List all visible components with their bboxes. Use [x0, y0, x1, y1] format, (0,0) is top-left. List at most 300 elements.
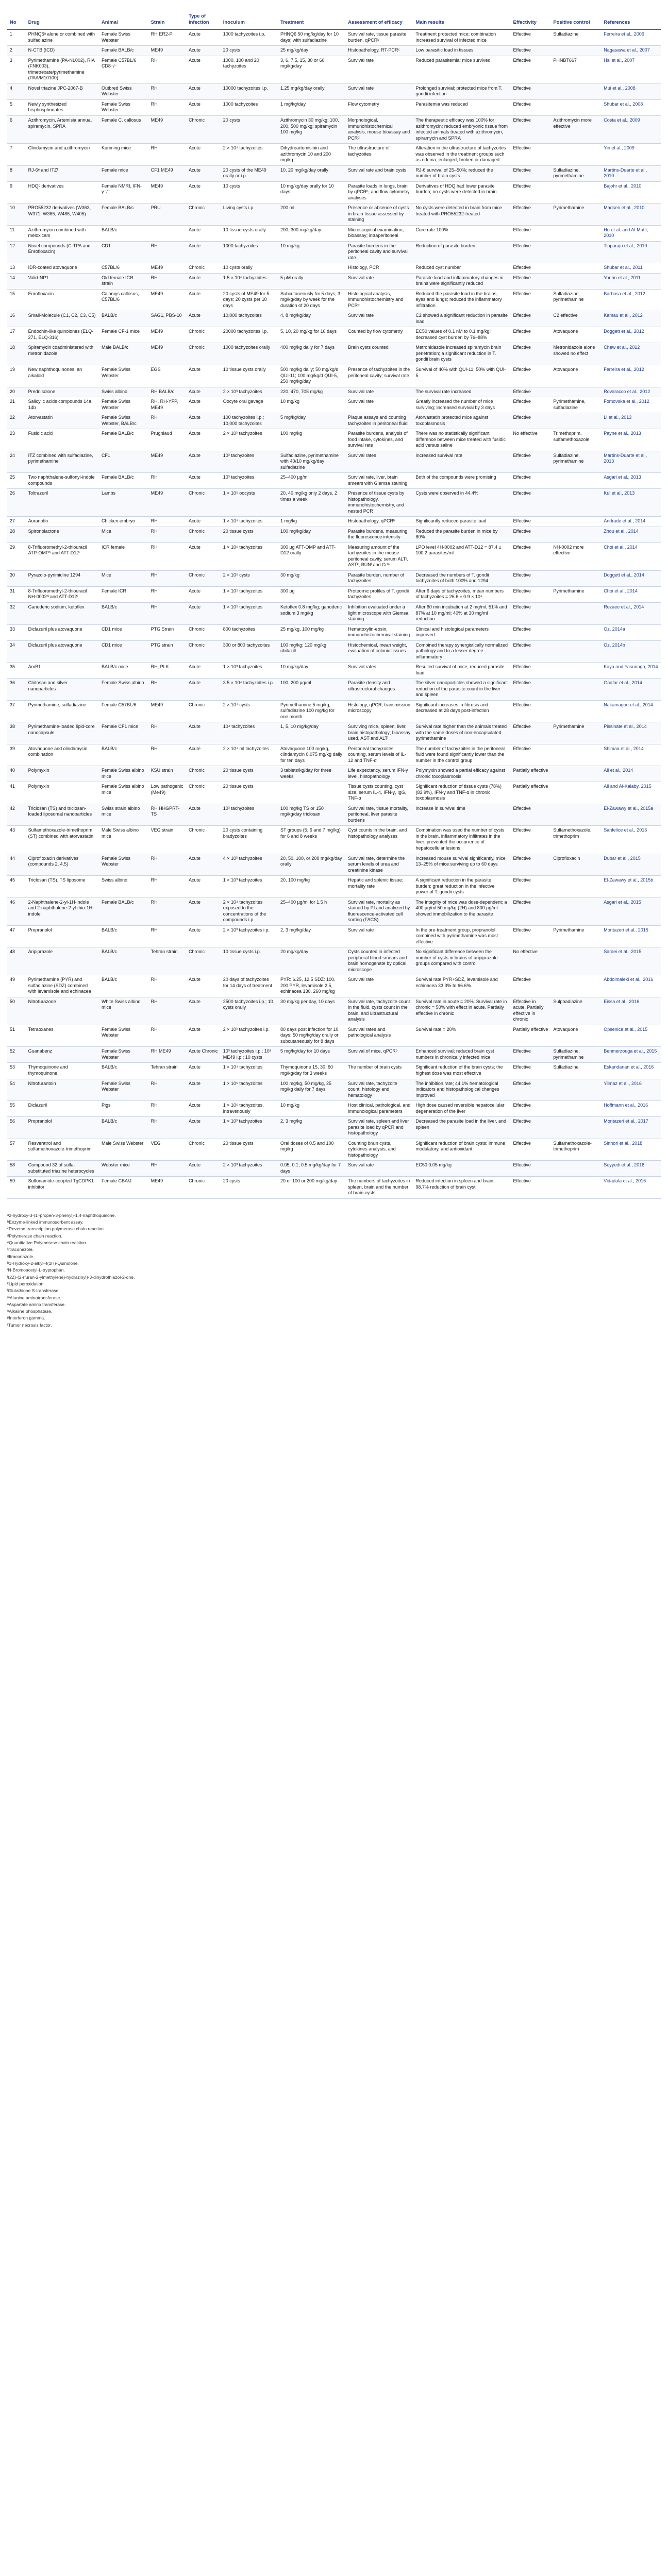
- cell-type-of-infection: Chronic: [186, 1177, 221, 1199]
- cell-main-results: Parasite load and inflammatory changes in brains were significantly reduced: [413, 273, 510, 289]
- cell-drug: Azithromycin, Artemisia annua, spiramycin, SPRA: [26, 115, 99, 143]
- cell-effectivity: Effective: [510, 679, 550, 701]
- cell-type-of-infection: Acute: [186, 602, 221, 624]
- cell-animal: Mice: [99, 527, 148, 543]
- cell-inoculum: 2 × 10³ tachyzoites i.p.: [221, 1025, 278, 1047]
- cell-strain: RH, RH-YFP, ME49: [148, 397, 186, 413]
- cell-drug: Diclazuril plus atovaquone: [26, 624, 99, 640]
- table-row: [7, 225, 661, 241]
- cell-no: 48: [7, 947, 26, 975]
- cell-inoculum: 10 cysts orally: [221, 263, 278, 274]
- cell-no: 28: [7, 527, 26, 543]
- table-row: [7, 624, 661, 640]
- cell-strain: ME49: [148, 289, 186, 311]
- cell-inoculum: 1 × 10⁵ tachyzoites: [221, 586, 278, 602]
- cell-no: 31: [7, 586, 26, 602]
- cell-strain: RH: [148, 897, 186, 925]
- footnote: ʲ(2Z)-(2-(furan-2-ylmethylene)-hydrazinyl)-3-dihydrothiazol-2-one.: [7, 1274, 135, 1280]
- cell-inoculum: 1 × 10⁵ oocysts: [221, 489, 278, 517]
- cell-effectivity: Effective: [510, 289, 550, 311]
- cell-animal: CD1 mice: [99, 624, 148, 640]
- header-positive-control: Positive control: [550, 10, 601, 30]
- cell-positive-control: [550, 387, 601, 397]
- table-row: [7, 327, 661, 343]
- cell-drug: Pyrimethamine, sulfadiazine: [26, 700, 99, 722]
- cell-type-of-infection: Chronic: [186, 640, 221, 663]
- table-row: [7, 1063, 661, 1079]
- cell-animal: CD1: [99, 241, 148, 263]
- cell-inoculum: 10 tissue cysts orally: [221, 365, 278, 387]
- cell-treatment: 5, 10, 20 mg/kg for 16 days: [278, 327, 345, 343]
- cell-drug: New naphthoquinones, an alkaloid: [26, 365, 99, 387]
- cell-effectivity: Effective: [510, 570, 550, 586]
- cell-effectivity: Effective: [510, 365, 550, 387]
- table-row: [7, 1079, 661, 1101]
- cell-treatment: 10 mg/kg: [278, 241, 345, 263]
- cell-assessment: Histological analysis, immunohistochemistry and PCRᵈ: [345, 289, 413, 311]
- cell-assessment: Histochemical, mean weight, evaluation of colonic tissues: [345, 640, 413, 663]
- cell-effectivity: Effective: [510, 663, 550, 679]
- cell-no: 51: [7, 1025, 26, 1047]
- cell-strain: RH BALB/c: [148, 387, 186, 397]
- cell-animal: Male Swiss albino mice: [99, 826, 148, 854]
- cell-treatment: 80 days post infection for 10 days; 50 mg/kg/day orally or subcutaneously for 8 days: [278, 1025, 345, 1047]
- cell-no: 54: [7, 1079, 26, 1101]
- cell-strain: Tehran strain: [148, 947, 186, 975]
- cell-animal: Female Swiss albino: [99, 679, 148, 701]
- cell-positive-control: Sulfamethoxazole-trimethoprim: [550, 1139, 601, 1161]
- cell-no: 58: [7, 1161, 26, 1177]
- cell-drug: Propranolol: [26, 925, 99, 947]
- cell-treatment: Dihydroartemisinin and azithromycin 10 and 200 mg/kg: [278, 144, 345, 166]
- cell-main-results: Decreased the numbers of T. gondii tachyzoites of both 100% and 1294: [413, 570, 510, 586]
- cell-treatment: 10 mg/kg/day: [278, 663, 345, 679]
- cell-reference: Eskandarian et al., 2016: [601, 1063, 661, 1079]
- cell-type-of-infection: Chronic: [186, 527, 221, 543]
- cell-inoculum: Living cysts i.p.: [221, 204, 278, 226]
- footnote: ᵈPolymerase chain reaction.: [7, 1233, 62, 1239]
- cell-main-results: Significant reduction of the brain cysts; the highest dose was most effective: [413, 1063, 510, 1079]
- cell-main-results: Enhanced survival; reduced brain cyst numbers in chronically infected mice: [413, 1047, 510, 1063]
- cell-inoculum: 1000 tachyzoites: [221, 241, 278, 263]
- cell-inoculum: 20 cysts: [221, 1177, 278, 1199]
- cell-animal: Female NMRI, IFN-γ⁻/⁻: [99, 181, 148, 204]
- cell-assessment: Survival rate, tissue mortality, peritoneal, liver parasite burdens: [345, 804, 413, 826]
- cell-animal: BALB/c mice: [99, 663, 148, 679]
- cell-type-of-infection: Acute: [186, 517, 221, 527]
- cell-assessment: Surviving mice, spleen, liver, brain histopathology; bioassay used, AST and ALTʲ: [345, 722, 413, 744]
- cell-strain: RH: [148, 722, 186, 744]
- cell-strain: RH: [148, 602, 186, 624]
- cell-effectivity: Effective: [510, 1161, 550, 1177]
- cell-positive-control: [550, 782, 601, 804]
- cell-animal: Female Swiss Webster: [99, 30, 148, 46]
- cell-assessment: Host clinical, pathological, and immunological parameters: [345, 1101, 413, 1117]
- cell-strain: RH: [148, 570, 186, 586]
- table-row: [7, 700, 661, 722]
- cell-positive-control: [550, 99, 601, 115]
- table-row: [7, 543, 661, 570]
- cell-positive-control: [550, 700, 601, 722]
- cell-inoculum: 20 cysts: [221, 115, 278, 143]
- table-row: [7, 115, 661, 143]
- cell-effectivity: Effective: [510, 241, 550, 263]
- cell-reference: Madsen et al., 2010: [601, 204, 661, 226]
- cell-treatment: 3 tablets/kg/day for three weeks: [278, 766, 345, 782]
- cell-effectivity: Effective: [510, 876, 550, 898]
- cell-type-of-infection: Acute: [186, 997, 221, 1025]
- cell-strain: PRU: [148, 204, 186, 226]
- cell-animal: Female Swiss albino mice: [99, 766, 148, 782]
- cell-positive-control: [550, 804, 601, 826]
- cell-inoculum: 10³ tachyzoites: [221, 451, 278, 473]
- cell-effectivity: No effective: [510, 947, 550, 975]
- cell-treatment: 25–400 µg/ml for 1.5 h: [278, 897, 345, 925]
- cell-no: 20: [7, 387, 26, 397]
- table-row: [7, 804, 661, 826]
- cell-main-results: Reduced infection in spleen and brain; 98.7% reduction of brain cyst: [413, 1177, 510, 1199]
- cell-drug: Auranofin: [26, 517, 99, 527]
- footnote: ˡGlutathione S-transferase.: [7, 1288, 60, 1294]
- table-row: [7, 766, 661, 782]
- cell-type-of-infection: Chronic: [186, 700, 221, 722]
- cell-assessment: Survival rates: [345, 451, 413, 473]
- cell-inoculum: 1000 tachyzoites orally: [221, 343, 278, 365]
- table-row: [7, 56, 661, 83]
- cell-animal: Outbred Swiss Webster: [99, 83, 148, 99]
- cell-inoculum: 2 × 10⁴ tachyzoites exposed to the concentrations of the compounds i.p.: [221, 897, 278, 925]
- cell-positive-control: [550, 273, 601, 289]
- cell-positive-control: Trimethoprim, sulfamethoxazole: [550, 429, 601, 451]
- cell-animal: Calomys callosus, C57BL/6: [99, 289, 148, 311]
- cell-main-results: Significant reduction of brain cysts; immune modulatory, and antioxidant: [413, 1139, 510, 1161]
- cell-type-of-infection: Chronic: [186, 204, 221, 226]
- cell-drug: Nitrofurantoin: [26, 1079, 99, 1101]
- cell-type-of-infection: Chronic: [186, 782, 221, 804]
- header-references: References: [601, 10, 661, 30]
- cell-strain: SAG1, PBS-10: [148, 311, 186, 327]
- cell-effectivity: Effective: [510, 273, 550, 289]
- cell-assessment: Histology, qPCR, transmission microscopy: [345, 700, 413, 722]
- cell-no: 44: [7, 854, 26, 876]
- cell-strain: RH: [148, 99, 186, 115]
- cell-strain: RH: [148, 975, 186, 997]
- cell-type-of-infection: Acute: [186, 804, 221, 826]
- cell-strain: RH ER2-P: [148, 30, 186, 46]
- cell-type-of-infection: Chronic: [186, 343, 221, 365]
- cell-drug: Polymyxin: [26, 766, 99, 782]
- cell-positive-control: [550, 181, 601, 204]
- cell-strain: RH: [148, 83, 186, 99]
- cell-main-results: No significant difference between the number of cysts in brains of aripiprazole groups compared with control: [413, 947, 510, 975]
- cell-inoculum: 100 tachyzoites i.p.; 10,000 tachyzoites: [221, 413, 278, 429]
- cell-strain: [148, 225, 186, 241]
- cell-animal: Chicken embryo: [99, 517, 148, 527]
- cell-no: 30: [7, 570, 26, 586]
- cell-main-results: There was no statistically significant difference between mice treated with fusidic acid versus saline: [413, 429, 510, 451]
- cell-treatment: Oral doses of 0.5 and 100 mg/kg: [278, 1139, 345, 1161]
- cell-positive-control: [550, 1079, 601, 1101]
- cell-type-of-infection: Chronic: [186, 570, 221, 586]
- table-row: [7, 273, 661, 289]
- cell-no: 14: [7, 273, 26, 289]
- cell-type-of-infection: Acute: [186, 451, 221, 473]
- cell-effectivity: Effective: [510, 1079, 550, 1101]
- cell-reference: Hu et al. and Al-Mufti, 2010: [601, 225, 661, 241]
- cell-strain: RH: [148, 1079, 186, 1101]
- cell-main-results: Survival rate PYR+SDZ, levamisole and echinacea 33.3% to 66.6%: [413, 975, 510, 997]
- cell-no: 1: [7, 30, 26, 46]
- cell-type-of-infection: Chronic: [186, 327, 221, 343]
- cell-animal: Female BALB/c: [99, 204, 148, 226]
- cell-no: 8: [7, 165, 26, 181]
- cell-reference: Oz, 2014b: [601, 640, 661, 663]
- cell-animal: Female BALB/c: [99, 897, 148, 925]
- cell-type-of-infection: Acute: [186, 225, 221, 241]
- cell-positive-control: [550, 570, 601, 586]
- cell-treatment: 1 mg/kg/day: [278, 99, 345, 115]
- cell-treatment: 100 mg/kg: [278, 429, 345, 451]
- cell-type-of-infection: Acute: [186, 876, 221, 898]
- cell-reference: Chew et al., 2012: [601, 343, 661, 365]
- cell-strain: RH: [148, 997, 186, 1025]
- cell-main-results: Survival rate in acute = 20%. Survival rate in chronic = 50% with effect in acute. Partially effective in chronic: [413, 997, 510, 1025]
- cell-positive-control: [550, 241, 601, 263]
- cell-treatment: 5 mg/kg/day: [278, 413, 345, 429]
- cell-type-of-infection: Acute: [186, 663, 221, 679]
- cell-strain: RH: [148, 744, 186, 766]
- cell-strain: RH, PLK: [148, 663, 186, 679]
- cell-effectivity: Effective: [510, 543, 550, 570]
- cell-no: 53: [7, 1063, 26, 1079]
- cell-assessment: Survival rate: [345, 83, 413, 99]
- cell-assessment: Counting brain cysts, cytokines analysis, and histopathology: [345, 1139, 413, 1161]
- cell-strain: PTG strain: [148, 640, 186, 663]
- cell-drug: 2-Naphthalene-2-yl-1H-indole and 2-naphthalene-2-yl-thio-1H-indole: [26, 897, 99, 925]
- cell-inoculum: 10 cysts: [221, 181, 278, 204]
- cell-strain: RH: [148, 1161, 186, 1177]
- cell-treatment: 200, 300 mg/kg/day: [278, 225, 345, 241]
- cell-assessment: Microscopical examination; bioassay; intraperitoneal: [345, 225, 413, 241]
- cell-drug: Two naphthalene-sulfonyl-indole compounds: [26, 473, 99, 489]
- cell-drug: Enrofloxacin: [26, 289, 99, 311]
- cell-effectivity: Effective: [510, 854, 550, 876]
- table-row: [7, 30, 661, 46]
- cell-effectivity: Effective: [510, 115, 550, 143]
- table-row: [7, 165, 661, 181]
- cell-no: 36: [7, 679, 26, 701]
- cell-inoculum: 2 × 10⁴ tachyzoites: [221, 144, 278, 166]
- cell-animal: CD1 mice: [99, 640, 148, 663]
- cell-strain: ME49: [148, 46, 186, 56]
- cell-drug: PHNQ6ᵃ alone or combined with sulfadiazine: [26, 30, 99, 46]
- cell-effectivity: Effective: [510, 311, 550, 327]
- cell-no: 18: [7, 343, 26, 365]
- cell-drug: 8-Trifluoromethyl-2-thiouracil ATP-OMPʰ and ATT-D12ⁱ: [26, 543, 99, 570]
- cell-main-results: Metronidazole increased spiramycin brain penetration; a significant reduction in T. gondii brain cysts: [413, 343, 510, 365]
- cell-treatment: 3, 6, 7.5, 15, 30 or 60 mg/kg/day: [278, 56, 345, 83]
- cell-treatment: 2, 3 mg/kg/day: [278, 925, 345, 947]
- table-row: [7, 744, 661, 766]
- table-row: [7, 602, 661, 624]
- cell-reference: Choi et al., 2014: [601, 543, 661, 570]
- table-row: [7, 1101, 661, 1117]
- table-row: [7, 181, 661, 204]
- cell-main-results: LPO level 4H-0002 and ATT-D12 = 87.4 ± 100.2 parasites/ml: [413, 543, 510, 570]
- cell-main-results: EC50 0.05 mg/kg: [413, 1161, 510, 1177]
- cell-treatment: Subcutaneously for 5 days; 3 mg/kg/day by week for the duration of 20 days: [278, 289, 345, 311]
- cell-drug: AmB1: [26, 663, 99, 679]
- cell-reference: Kamau et al., 2012: [601, 311, 661, 327]
- cell-treatment: 100 mg/kg TS or 150 mg/kg/day triclosan: [278, 804, 345, 826]
- cell-positive-control: [550, 663, 601, 679]
- cell-reference: Abdolmaleki et al., 2016: [601, 975, 661, 997]
- cell-type-of-infection: Acute Chronic: [186, 1047, 221, 1063]
- cell-reference: Kul et al., 2013: [601, 489, 661, 517]
- cell-assessment: Measuring amount of the tachyzoites in the mouse peritoneal cavity, serum ALTʲ, ASTᵏ, BUNˡ and Crᵐ: [345, 543, 413, 570]
- table-row: [7, 975, 661, 997]
- cell-assessment: Survival rate, tachyzoite count, histology and hematology: [345, 1079, 413, 1101]
- cell-effectivity: Effective: [510, 517, 550, 527]
- cell-main-results: Increased mouse survival significantly, mice 13–25% of mice surviving up to 60 days: [413, 854, 510, 876]
- cell-main-results: Survival rate = 20%: [413, 1025, 510, 1047]
- cell-reference: Hoffmann et al., 2016: [601, 1101, 661, 1117]
- cell-animal: Female Swiss albino mice: [99, 782, 148, 804]
- table-row: [7, 489, 661, 517]
- cell-animal: Female BALB/c: [99, 429, 148, 451]
- cell-drug: Novel compounds (C-TPA and Enrofloxacin): [26, 241, 99, 263]
- cell-assessment: Parasite burdens, measuring the fluorescence intensity: [345, 527, 413, 543]
- cell-strain: RH: [148, 1117, 186, 1139]
- table-footnotes: [7, 1212, 661, 1329]
- cell-animal: BALB/c: [99, 744, 148, 766]
- cell-treatment: 300 µg: [278, 586, 345, 602]
- cell-inoculum: 20 tissue cysts: [221, 527, 278, 543]
- cell-reference: Kaya and Yasunaga, 2014: [601, 663, 661, 679]
- footnote: ᵃ2-hydroxy-3-(1'-propen-3-phenyl)-1,4-naphthoquinone.: [7, 1212, 116, 1218]
- cell-drug: Polymyxin: [26, 782, 99, 804]
- cell-no: 42: [7, 804, 26, 826]
- cell-type-of-infection: Acute: [186, 543, 221, 570]
- cell-main-results: No cysts were detected in brain from mice treated with PRO55232-treated: [413, 204, 510, 226]
- cell-effectivity: Effective: [510, 387, 550, 397]
- cell-reference: Ferreira et al., 2006: [601, 30, 661, 46]
- cell-type-of-infection: Acute: [186, 586, 221, 602]
- cell-strain: RH: [148, 1101, 186, 1117]
- cell-positive-control: [550, 640, 601, 663]
- cell-animal: Female CF1 mice: [99, 722, 148, 744]
- cell-strain: ME49: [148, 1177, 186, 1199]
- cell-reference: Bajohr et al., 2010: [601, 181, 661, 204]
- cell-inoculum: 10 tissue cysts orally: [221, 225, 278, 241]
- cell-assessment: Survival rates: [345, 663, 413, 679]
- cell-effectivity: Effective: [510, 602, 550, 624]
- cell-assessment: Survival rate: [345, 397, 413, 413]
- cell-positive-control: Sulfadiazine: [550, 1063, 601, 1079]
- cell-reference: Andrade et al., 2014: [601, 517, 661, 527]
- cell-treatment: 25–400 µg/ml: [278, 473, 345, 489]
- cell-type-of-infection: Acute: [186, 181, 221, 204]
- cell-no: 22: [7, 413, 26, 429]
- cell-type-of-infection: Chronic: [186, 115, 221, 143]
- cell-assessment: Morphological, immunohistochemical analysis, mouse bioassay and PCRᵈ: [345, 115, 413, 143]
- cell-type-of-infection: Acute: [186, 1063, 221, 1079]
- cell-drug: Valid-NP1: [26, 273, 99, 289]
- cell-drug: Propranolol: [26, 1117, 99, 1139]
- cell-assessment: Presence or absence of cysts in brain tissue assessed by staining: [345, 204, 413, 226]
- cell-reference: Asgari et al., 2015: [601, 897, 661, 925]
- cell-assessment: Proteomic profiles of T. gondii tachyzoites: [345, 586, 413, 602]
- cell-reference: Mui et al., 2008: [601, 83, 661, 99]
- footnote: ᵖInterferon gamma.: [7, 1315, 45, 1321]
- cell-effectivity: Effective: [510, 586, 550, 602]
- cell-assessment: Survival rate: [345, 925, 413, 947]
- cell-inoculum: 10³ tachyzoites: [221, 804, 278, 826]
- cell-positive-control: Ciprofloxacin: [550, 854, 601, 876]
- cell-strain: RH: [148, 876, 186, 898]
- cell-main-results: Decreased the parasite load in the liver, and spleen: [413, 1117, 510, 1139]
- table-row: [7, 46, 661, 56]
- footnote: ᵗTumor necrosis factor.: [7, 1322, 52, 1328]
- cell-assessment: Survival of mice, qPCRᵇ: [345, 1047, 413, 1063]
- cell-effectivity: Effective: [510, 975, 550, 997]
- cell-type-of-infection: Chronic: [186, 624, 221, 640]
- cell-strain: VEG strain: [148, 826, 186, 854]
- cell-strain: RH: [148, 517, 186, 527]
- cell-treatment: 1, 5, 10 mg/kg/day: [278, 722, 345, 744]
- cell-assessment: Survival rates and pathological analysis: [345, 1025, 413, 1047]
- cell-inoculum: 10 tissue cysts i.p.: [221, 947, 278, 975]
- footnote: ⁱN-Bromoacetyl-L-tryptophan.: [7, 1267, 65, 1273]
- cell-drug: Atovaquone and clindamycin combination: [26, 744, 99, 766]
- cell-assessment: The ultrastructure of tachyzoites: [345, 144, 413, 166]
- table-row: [7, 83, 661, 99]
- cell-treatment: 100, 200 µg/ml: [278, 679, 345, 701]
- cell-inoculum: 1000, 100 and 20 tachyzoites: [221, 56, 278, 83]
- cell-reference: El-Zawawy et al., 2015b: [601, 876, 661, 898]
- cell-drug: HDQᵍ derivatives: [26, 181, 99, 204]
- cell-positive-control: Sulfamethoxazole, trimethoprim: [550, 826, 601, 854]
- cell-animal: Female C57BL/6 CD8⁻/⁻: [99, 56, 148, 83]
- cell-animal: White Swiss albino mice: [99, 997, 148, 1025]
- cell-drug: Newly synthesized bisphosphonates: [26, 99, 99, 115]
- cell-strain: ME49: [148, 115, 186, 143]
- cell-type-of-infection: Acute: [186, 311, 221, 327]
- cell-assessment: Life expectancy, serum IFN-γ level, histopathology: [345, 766, 413, 782]
- cell-type-of-infection: Acute: [186, 679, 221, 701]
- cell-type-of-infection: Acute: [186, 99, 221, 115]
- cell-animal: BALB/c: [99, 602, 148, 624]
- cell-effectivity: Effective: [510, 451, 550, 473]
- cell-strain: RH: [148, 413, 186, 429]
- cell-main-results: A significant reduction in the parasite burden; great reduction in the infective power of T. gondii cysts: [413, 876, 510, 898]
- cell-type-of-infection: Chronic: [186, 826, 221, 854]
- cell-treatment: 30 mg/kg per day, 10 days: [278, 997, 345, 1025]
- cell-reference: Yin et al., 2009: [601, 144, 661, 166]
- cell-animal: BALB/c: [99, 225, 148, 241]
- cell-drug: Sulfamethoxazole-trimethoprim (ST) combined with atorvastatin: [26, 826, 99, 854]
- cell-no: 57: [7, 1139, 26, 1161]
- table-row: [7, 1047, 661, 1063]
- header-main-results: Main results: [413, 10, 510, 30]
- header-no: No: [7, 10, 26, 30]
- cell-inoculum: 300 or 800 tachyzoites: [221, 640, 278, 663]
- cell-drug: Clindamycin and azithromycin: [26, 144, 99, 166]
- cell-inoculum: 1 × 10⁴ tachyzoites: [221, 517, 278, 527]
- table-row: [7, 586, 661, 602]
- cell-reference: Doggett et al., 2012: [601, 327, 661, 343]
- cell-animal: Female BALB/c: [99, 473, 148, 489]
